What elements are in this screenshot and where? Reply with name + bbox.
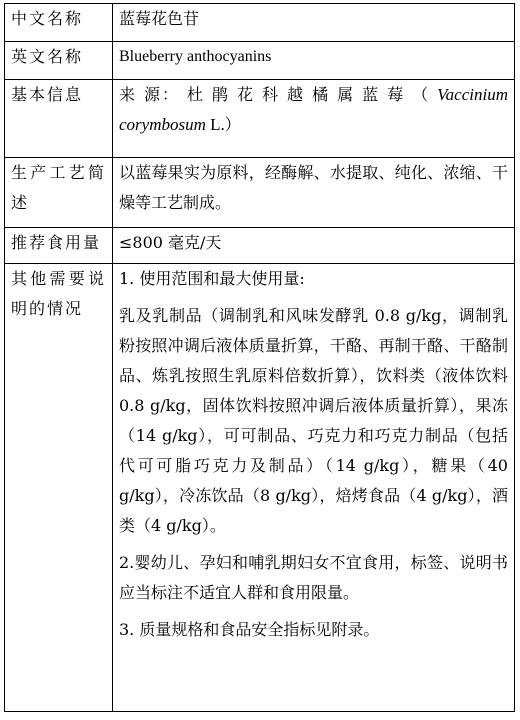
label-chinese-name: 中文名称 [5,4,113,42]
row-chinese-name [5,4,515,42]
value-other-notes [113,264,515,712]
ingredient-info-table [4,3,515,712]
source-prefix: 来 源： 杜 鹃 花 科 越 橘 属 蓝 莓 （ [119,85,438,104]
value-recommended-intake: ≤800 毫克/天 [113,228,515,264]
label-recommended-intake: 推荐食用量 [5,228,113,264]
label-english-name: 英文名称 [5,42,113,80]
label-other-notes: 其他需要说明的情况 [5,264,113,712]
note-restricted-groups: 2.婴幼儿、孕妇和哺乳期妇女不宜食用，标签、说明书应当标注不适宜人群和食用限量。 [119,553,508,602]
value-basic-info [113,80,515,158]
row-english-name [5,42,515,80]
row-basic-info [5,80,515,158]
row-other-notes [5,264,515,712]
row-production-process [5,158,515,228]
source-suffix: ） [224,115,241,134]
note-quality-specs: 3. 质量规格和食品安全指标见附录。 [119,620,380,639]
note-usage-heading: 1. 使用范围和最大使用量: [119,269,305,288]
value-production-process: 以蓝莓果实为原料，经酶解、水提取、纯化、浓缩、干燥等工艺制成。 [113,158,515,228]
note-usage-details: 乳及乳制品（调制乳和风味发酵乳 0.8 g/kg，调制乳粉按照冲调后液体质量折算，干酪、再制干酪、干酪制品、炼乳按照生乳原料倍数折算），饮料类（液体饮料 0.8 g/kg，固体饮料按照冲调后液体质量折算），果冻（14 g/kg），可可制品、巧克力和巧克力制品（包括代可可脂巧克力及制品）（14 g/kg），糖果（40 g/kg），冷冻饮品（8 g/kg），焙烤食品（4 g/kg），酒类（4 g/kg）。 [119,306,508,535]
label-production-process: 生产工艺简述 [5,158,113,228]
scientific-name-author: L. [205,115,225,134]
row-recommended-intake [5,228,515,264]
value-chinese-name: 蓝莓花色苷 [113,4,515,42]
label-basic-info: 基本信息 [5,80,113,158]
value-english-name: Blueberry anthocyanins [113,42,515,80]
scientific-name: Vaccinium corymbosum [119,85,508,134]
